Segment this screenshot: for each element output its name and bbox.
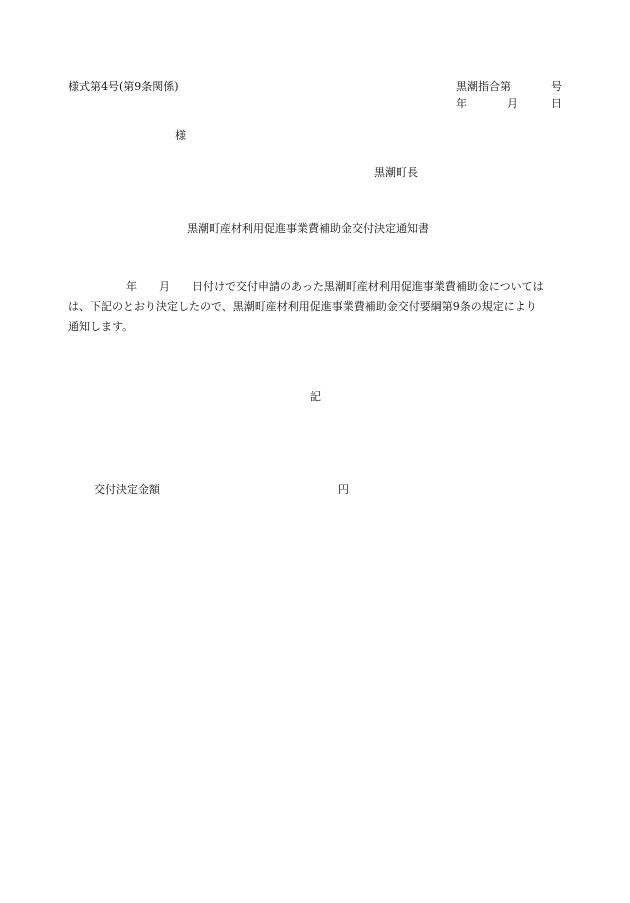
document-number-prefix: 黒潮指合第 xyxy=(456,80,511,93)
date-year-label: 年 xyxy=(456,97,467,110)
body-line-2: は、下記のとおり決定したので、黒潮町産材利用促進事業費補助金交付要綱第9条の規定により xyxy=(68,300,537,313)
date-month-label: 月 xyxy=(507,97,518,110)
form-number: 様式第4号(第9条関係) xyxy=(68,80,179,93)
addressee-honorific: 様 xyxy=(175,129,186,142)
ki-heading: 記 xyxy=(310,390,321,403)
body-line-3: 通知します。 xyxy=(68,320,134,333)
date-day-label: 日 xyxy=(551,97,562,110)
document-title: 黒潮町産材利用促進事業費補助金交付決定通知書 xyxy=(187,222,429,235)
document-number-suffix: 号 xyxy=(551,80,562,93)
body-year-label: 年 xyxy=(126,280,137,293)
body-paragraph xyxy=(68,277,568,337)
grant-amount-unit: 円 xyxy=(338,483,349,496)
issuer-name: 黒潮町長 xyxy=(374,166,418,179)
grant-amount-label: 交付決定金額 xyxy=(94,483,160,496)
body-line-1-text: 日付けで交付申請のあった黒潮町産材利用促進事業費補助金については xyxy=(192,280,544,293)
body-month-label: 月 xyxy=(159,280,170,293)
body-line-1 xyxy=(68,277,568,297)
